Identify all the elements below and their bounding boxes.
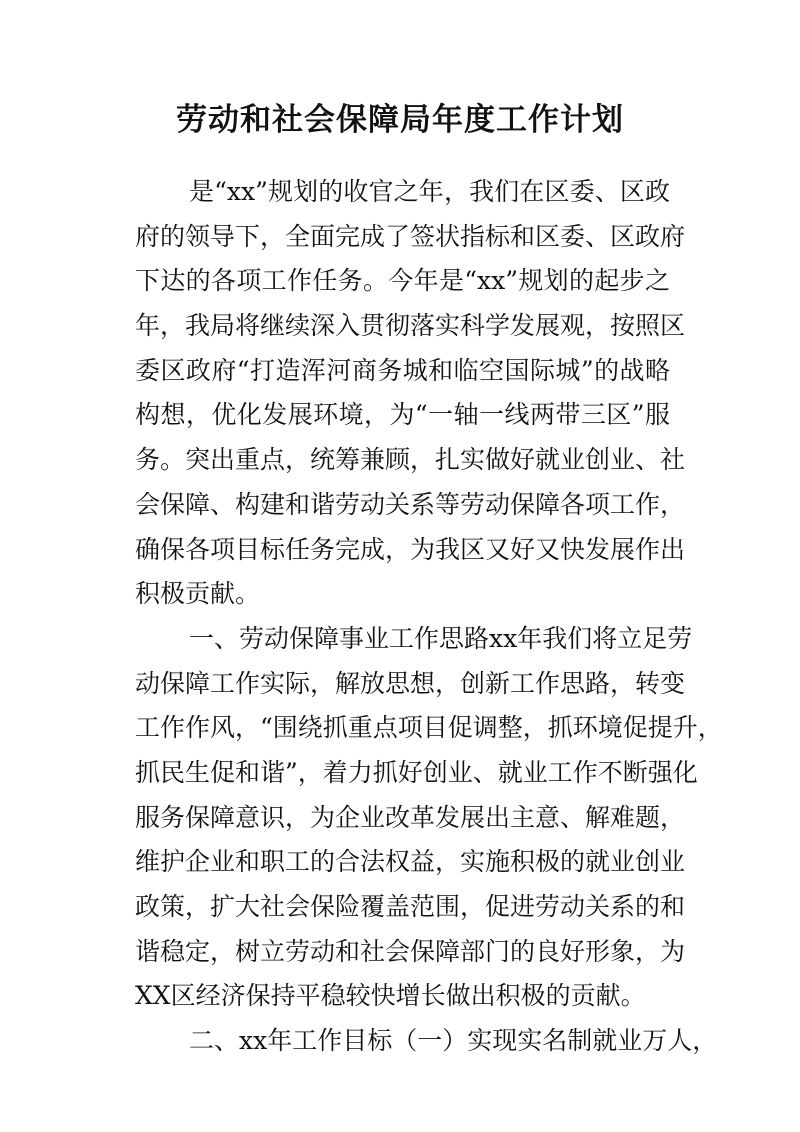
paragraph-line: 年，我局将继续深入贯彻落实科学发展观，按照区: [135, 311, 686, 341]
paragraph-line: 积极贡献。: [135, 579, 261, 609]
paragraph-line: 政策，扩大社会保险覆盖范围，促进劳动关系的和: [135, 892, 686, 921]
paragraph-line: 构想，优化发展环境，为“一轴一线两带三区”服: [135, 400, 670, 430]
paragraph-line: 谐稳定，树立劳动和社会保障部门的良好形象，为: [135, 936, 686, 966]
paragraph-line: 服务保障意识，为企业改革发展出主意、解难题，: [135, 802, 686, 832]
paragraph-line: 确保各项目标任务完成，为我区又好又快发展作出: [135, 534, 686, 564]
paragraph-line: 是“xx”规划的收官之年，我们在区委、区政: [189, 177, 670, 206]
paragraph-line: 工作作风，“围绕抓重点项目促调整，抓环境促提升，: [135, 713, 723, 743]
paragraph-line: 委区政府“打造浑河商务城和临空国际城”的战略: [135, 355, 670, 385]
paragraph-line: 二、xx年工作目标（一）实现实名制就业万人，: [189, 1026, 718, 1056]
paragraph-line: 一、劳动保障事业工作思路xx年我们将立足劳: [189, 623, 693, 653]
document-body: [135, 170, 723, 1064]
document-title: 劳动和社会保障局年度工作计划: [176, 102, 624, 138]
paragraph-line: 维护企业和职工的合法权益，实施积极的就业创业: [135, 847, 686, 877]
paragraph-line: 抓民生促和谐”，着力抓好创业、就业工作不断强化: [135, 757, 698, 787]
paragraph-line: 动保障工作实际，解放思想，创新工作思路，转变: [135, 668, 686, 698]
paragraph-line: 下达的各项工作任务。今年是“xx”规划的起步之: [135, 266, 670, 296]
paragraph-line: XX区经济保持平稳较快增长做出积极的贡献。: [135, 981, 646, 1011]
paragraph-line: 府的领导下，全面完成了签状指标和区委、区政府: [135, 221, 686, 251]
paragraph-line: 务。突出重点，统筹兼顾，扎实做好就业创业、社: [135, 445, 686, 475]
paragraph-line: 会保障、构建和谐劳动关系等劳动保障各项工作，: [135, 489, 686, 519]
